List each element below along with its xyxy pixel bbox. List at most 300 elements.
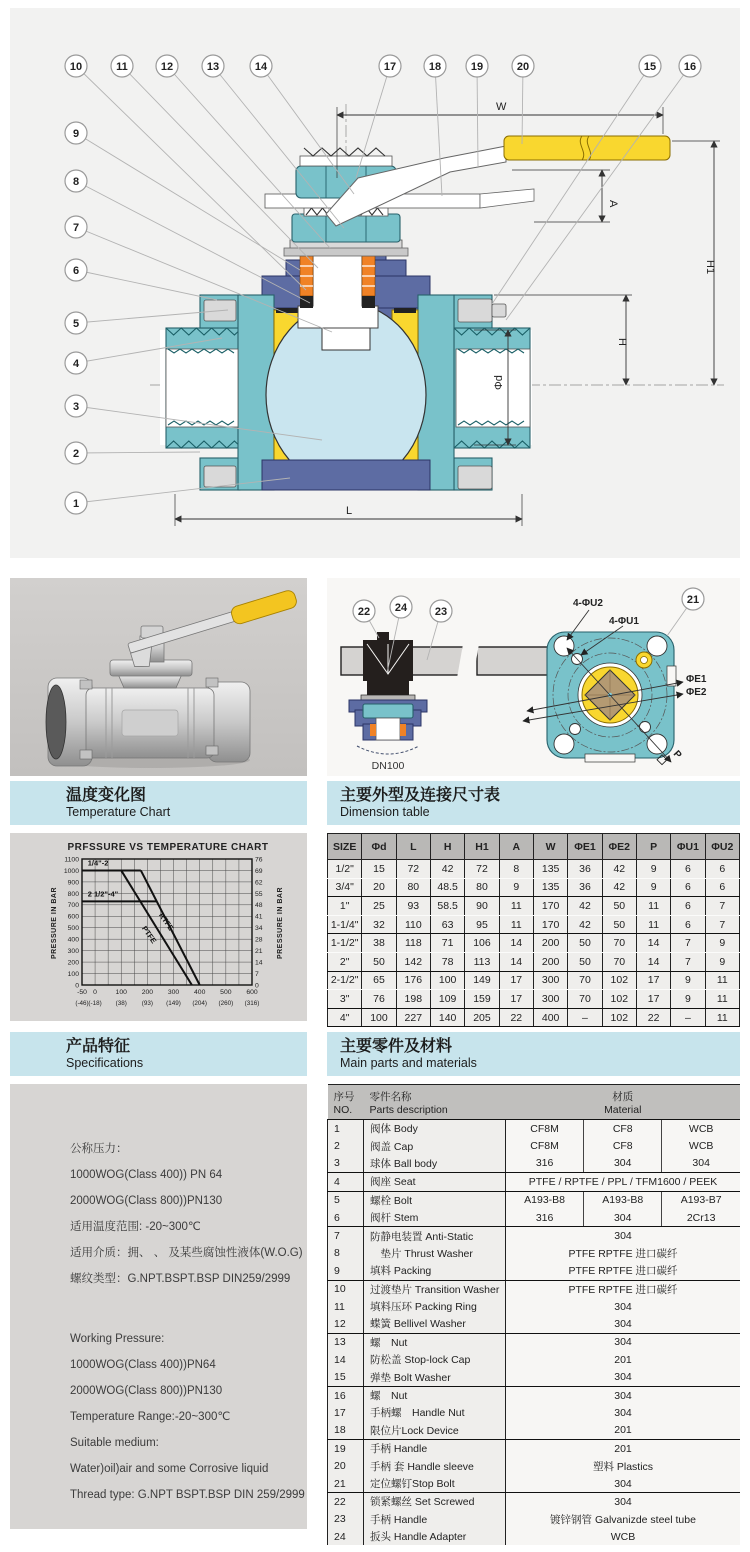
part-no: 9 — [328, 1262, 364, 1280]
spec-line-cn: 适用温度范围: -20~300℃ — [70, 1221, 201, 1233]
dim-cell: 11 — [499, 897, 533, 916]
part-name: 阀盖 Cap — [364, 1137, 506, 1154]
dim-cell: 170 — [533, 915, 567, 934]
parts-row-18 — [328, 1422, 741, 1440]
dim-col-header: A — [499, 834, 533, 860]
part-name: 弹垫 Bolt Washer — [364, 1368, 506, 1386]
part-material: 镀锌钢管 Galvanizde steel tube — [506, 1511, 741, 1528]
dim-col-header: L — [396, 834, 430, 860]
dim-cell: 140 — [430, 1008, 464, 1027]
dim-cell: 22 — [499, 1008, 533, 1027]
part-name: 螺 Nut — [364, 1333, 506, 1351]
dim-cell: 9 — [705, 952, 739, 971]
right-bottom-nut — [458, 466, 492, 489]
dim-cell: 22 — [636, 1008, 670, 1027]
dim-cell: 14 — [636, 934, 670, 953]
parts-row-20 — [328, 1457, 741, 1474]
svg-text:8: 8 — [72, 175, 80, 188]
part-no: 24 — [328, 1528, 364, 1545]
parts-row-8 — [328, 1245, 741, 1262]
chart-title: PRFSSURE VS TEMPERATURE CHART — [67, 842, 269, 853]
part-material: WCB — [662, 1137, 740, 1154]
part-name: 扳头 Handle Adapter — [364, 1528, 506, 1545]
svg-text:500: 500 — [220, 989, 232, 996]
svg-text:3: 3 — [72, 400, 80, 413]
dim-cell: 110 — [396, 915, 430, 934]
parts-row-7 — [328, 1227, 741, 1245]
part-material: 304 — [506, 1298, 741, 1315]
dim-col-header: H1 — [465, 834, 499, 860]
dim-cell: 176 — [396, 971, 430, 990]
svg-text:0: 0 — [255, 982, 259, 990]
part-no: 6 — [328, 1209, 364, 1227]
parts-row-2 — [328, 1137, 741, 1154]
dimension-row-3/4 — [328, 878, 740, 897]
dim-cell: 65 — [362, 971, 396, 990]
dim-cell: 11 — [705, 990, 739, 1009]
part-material: 201 — [506, 1422, 741, 1440]
svg-text:11: 11 — [116, 60, 128, 73]
dim-cell: 113 — [465, 952, 499, 971]
dim-col-header: P — [636, 834, 670, 860]
dimension-table-panel — [327, 833, 740, 1023]
dim-cell: 8 — [499, 860, 533, 879]
part-material: PTFE RPTFE 进口碳纤 — [506, 1280, 741, 1298]
dim-cell: 135 — [533, 860, 567, 879]
dim-cell: 93 — [396, 897, 430, 916]
part-no: 17 — [328, 1404, 364, 1421]
dimension-row-1/2 — [328, 860, 740, 879]
dim-cell: 14 — [636, 952, 670, 971]
svg-text:7: 7 — [72, 221, 80, 234]
dim-cell: 6 — [705, 860, 739, 879]
spec-line-cn: 1000WOG(Class 400)) PN 64 — [70, 1169, 223, 1181]
dim-cell: – — [671, 1008, 705, 1027]
svg-text:28: 28 — [255, 936, 263, 944]
svg-text:19: 19 — [470, 60, 484, 73]
svg-text:21: 21 — [255, 948, 263, 956]
dim-cell: 11 — [636, 915, 670, 934]
label-p: P — [670, 748, 684, 761]
svg-text:1/4"-2: 1/4"-2 — [87, 858, 109, 868]
svg-text:16: 16 — [683, 60, 697, 73]
svg-text:900: 900 — [67, 879, 79, 887]
part-material: CF8M — [506, 1120, 584, 1138]
parts-row-16 — [328, 1386, 741, 1404]
dim-cell: 1-1/4" — [328, 915, 362, 934]
dim-w: W — [496, 101, 507, 113]
label-u2: 4-ΦU2 — [573, 598, 603, 609]
parts-materials-table — [327, 1084, 740, 1545]
svg-text:13: 13 — [206, 60, 220, 73]
flange-view — [523, 598, 707, 765]
dim-cell: 102 — [602, 1008, 636, 1027]
dim-cell: 63 — [430, 915, 464, 934]
header-name: 零件名称 Parts description — [364, 1085, 506, 1120]
part-material: PTFE RPTFE 进口碳纤 — [506, 1245, 741, 1262]
dim-cell: 38 — [362, 934, 396, 953]
part-no: 20 — [328, 1457, 364, 1474]
part-material: 304 — [662, 1155, 740, 1173]
svg-text:600: 600 — [246, 989, 258, 996]
part-name: 螺栓 Bolt — [364, 1191, 506, 1209]
svg-text:62: 62 — [255, 879, 263, 887]
dim-cell: 6 — [671, 878, 705, 897]
dim-cell: 4" — [328, 1008, 362, 1027]
dim-col-header: SIZE — [328, 834, 362, 860]
svg-text:400: 400 — [67, 936, 79, 944]
svg-text:(-18): (-18) — [88, 1000, 102, 1007]
body-bottom — [262, 460, 430, 490]
part-no: 16 — [328, 1386, 364, 1404]
svg-text:400: 400 — [194, 989, 206, 996]
dim-cell: 17 — [636, 990, 670, 1009]
parts-row-1 — [328, 1120, 741, 1138]
left-bottom-bolt — [204, 466, 236, 487]
dim-phid: Φd — [493, 375, 505, 390]
spec-line-en: Water)oil)air and some Corrosive liquid — [70, 1463, 269, 1475]
banner-temperature-en: Temperature Chart — [66, 805, 171, 819]
dimension-row-2 — [328, 952, 740, 971]
svg-text:1100: 1100 — [64, 856, 79, 864]
banner-specifications-cn: 产品特征 — [66, 1037, 131, 1055]
dim-cell: 227 — [396, 1008, 430, 1027]
banner-specifications-en: Specifications — [66, 1056, 144, 1070]
mounting-diagrams-panel — [327, 578, 740, 776]
part-no: 3 — [328, 1155, 364, 1173]
dim-cell: 50 — [568, 934, 602, 953]
left-end-cap — [166, 295, 274, 490]
part-name: 过渡垫片 Transition Washer — [364, 1280, 506, 1298]
svg-text:21: 21 — [686, 593, 700, 606]
dim-cell: 6 — [671, 897, 705, 916]
dim-col-header: ΦE1 — [568, 834, 602, 860]
right-top-nut — [458, 299, 492, 322]
part-no: 22 — [328, 1493, 364, 1511]
part-name: 手柄螺 Handle Nut — [364, 1404, 506, 1421]
svg-text:PTFE: PTFE — [139, 924, 159, 946]
dim-cell: 6 — [705, 878, 739, 897]
dim-cell: 2-1/2" — [328, 971, 362, 990]
svg-text:14: 14 — [255, 959, 263, 967]
dim-cell: 142 — [396, 952, 430, 971]
parts-row-23 — [328, 1511, 741, 1528]
part-material: 201 — [506, 1351, 741, 1368]
parts-row-10 — [328, 1280, 741, 1298]
part-no: 21 — [328, 1475, 364, 1493]
parts-row-4 — [328, 1173, 741, 1191]
svg-text:12: 12 — [160, 60, 174, 73]
dim-cell: 15 — [362, 860, 396, 879]
svg-text:6: 6 — [72, 264, 80, 277]
dim-cell: 102 — [602, 990, 636, 1009]
parts-row-24 — [328, 1528, 741, 1545]
dimension-row-1-1/4 — [328, 915, 740, 934]
part-name: 阀座 Seat — [364, 1173, 506, 1191]
dim-cell: 1/2" — [328, 860, 362, 879]
spec-line-en: Temperature Range:-20~300℃ — [70, 1411, 231, 1423]
dim-cell: 200 — [533, 934, 567, 953]
dim-cell: 135 — [533, 878, 567, 897]
header-no: 序号 NO. — [328, 1085, 364, 1120]
banner-parts-en: Main parts and materials — [340, 1056, 477, 1070]
svg-text:2: 2 — [72, 447, 80, 460]
dim-cell: 80 — [396, 878, 430, 897]
part-material: 304 — [506, 1475, 741, 1493]
part-material: 2Cr13 — [662, 1209, 740, 1227]
svg-text:76: 76 — [255, 856, 263, 864]
svg-text:500: 500 — [67, 925, 79, 933]
parts-row-22 — [328, 1493, 741, 1511]
dim-cell: 48.5 — [430, 878, 464, 897]
svg-text:9: 9 — [72, 127, 80, 140]
svg-text:800: 800 — [67, 890, 79, 898]
specs-english-block — [70, 1326, 305, 1508]
part-no: 11 — [328, 1298, 364, 1315]
dim-cell: 200 — [533, 952, 567, 971]
dim-cell: 14 — [499, 934, 533, 953]
label-e1: ΦE1 — [686, 674, 707, 685]
part-no: 4 — [328, 1173, 364, 1191]
dim-col-header: ΦU1 — [671, 834, 705, 860]
dim-cell: 100 — [362, 1008, 396, 1027]
parts-row-5 — [328, 1191, 741, 1209]
dim-cell: 11 — [705, 971, 739, 990]
y-right-label: PRESSURE IN BAR — [277, 886, 284, 960]
dim-cell: 6 — [671, 915, 705, 934]
svg-text:(-46): (-46) — [75, 1000, 89, 1007]
dim-cell: 7 — [705, 915, 739, 934]
part-material: 304 — [506, 1227, 741, 1245]
svg-text:20: 20 — [516, 60, 530, 73]
part-material: WCB — [506, 1528, 741, 1545]
part-name: 手柄 Handle — [364, 1511, 506, 1528]
dn100-detail — [341, 632, 563, 772]
dim-cell: 9 — [705, 934, 739, 953]
part-no: 7 — [328, 1227, 364, 1245]
dim-col-header: ΦU2 — [705, 834, 739, 860]
part-no: 15 — [328, 1368, 364, 1386]
part-name: 防静电装置 Anti-Static — [364, 1227, 506, 1245]
svg-text:41: 41 — [255, 913, 263, 921]
valve-cross-section-panel — [10, 8, 740, 558]
dim-cell: 11 — [499, 915, 533, 934]
dimension-row-2-1/2 — [328, 971, 740, 990]
label-e2: ΦE2 — [686, 687, 707, 698]
dim-cell: 50 — [362, 952, 396, 971]
svg-text:7: 7 — [255, 970, 259, 978]
dim-cell: 7 — [705, 897, 739, 916]
part-name: 垫片 Thrust Washer — [364, 1245, 506, 1262]
dim-cell: 100 — [430, 971, 464, 990]
part-material: 316 — [506, 1155, 584, 1173]
dimension-header-row — [328, 834, 740, 860]
part-material: 304 — [506, 1404, 741, 1421]
section-banner-temperature — [10, 781, 307, 825]
part-material: CF8 — [584, 1137, 662, 1154]
specifications-panel — [10, 1084, 307, 1529]
part-material: 304 — [506, 1368, 741, 1386]
part-name: 锁紧螺丝 Set Screwed — [364, 1493, 506, 1511]
part-name: 蝶簧 Bellivel Washer — [364, 1315, 506, 1333]
spec-line-en: Working Pressure: — [70, 1333, 165, 1345]
dim-cell: 72 — [396, 860, 430, 879]
svg-text:RTFE: RTFE — [156, 911, 176, 933]
banner-dimension-en: Dimension table — [340, 805, 430, 819]
product-photo-panel — [10, 578, 307, 776]
part-material: A193-B8 — [584, 1191, 662, 1209]
part-material: 201 — [506, 1440, 741, 1458]
dim-cell: 42 — [602, 860, 636, 879]
dim-cell: 6 — [671, 860, 705, 879]
header-material: 材质 Material — [506, 1085, 741, 1120]
dim-h1: H1 — [704, 260, 716, 275]
dim-cell: 300 — [533, 971, 567, 990]
product-photo — [10, 578, 307, 776]
part-material: A193-B8 — [506, 1191, 584, 1209]
y-left-label: PRESSURE IN BAR — [51, 886, 58, 960]
dim-cell: 2" — [328, 952, 362, 971]
dim-cell: 71 — [430, 934, 464, 953]
svg-text:22: 22 — [357, 605, 371, 618]
part-no: 19 — [328, 1440, 364, 1458]
pressure-temperature-chart — [10, 833, 307, 1021]
dim-cell: 70 — [568, 971, 602, 990]
part-name: 球体 Ball body — [364, 1155, 506, 1173]
svg-text:200: 200 — [67, 959, 79, 967]
part-name: 手柄 套 Handle sleeve — [364, 1457, 506, 1474]
svg-text:600: 600 — [67, 913, 79, 921]
part-name: 阀体 Body — [364, 1120, 506, 1138]
dim-cell: 106 — [465, 934, 499, 953]
part-material: 316 — [506, 1209, 584, 1227]
dim-cell: 50 — [602, 897, 636, 916]
dim-cell: 76 — [362, 990, 396, 1009]
valve-cross-section-drawing — [10, 8, 740, 558]
parts-row-6 — [328, 1209, 741, 1227]
dim-cell: 7 — [671, 952, 705, 971]
part-material: PTFE RPTFE 进口碳纤 — [506, 1262, 741, 1280]
dim-cell: 7 — [671, 934, 705, 953]
parts-row-13 — [328, 1333, 741, 1351]
dim-cell: 42 — [568, 915, 602, 934]
dim-cell: 72 — [465, 860, 499, 879]
svg-text:69: 69 — [255, 867, 263, 875]
part-material: PTFE / RPTFE / PPL / TFM1600 / PEEK — [506, 1173, 741, 1191]
right-top-bolt-end — [492, 304, 506, 317]
svg-text:(93): (93) — [141, 1000, 153, 1007]
svg-text:1000: 1000 — [63, 867, 79, 875]
mounting-diagrams — [327, 578, 740, 776]
svg-text:-50: -50 — [77, 989, 87, 996]
part-no: 5 — [328, 1191, 364, 1209]
dim-cell: 102 — [602, 971, 636, 990]
parts-row-11 — [328, 1298, 741, 1315]
dim-cell: 80 — [465, 878, 499, 897]
dim-cell: 42 — [568, 897, 602, 916]
dim-cell: 198 — [396, 990, 430, 1009]
part-no: 8 — [328, 1245, 364, 1262]
dim-cell: 14 — [499, 952, 533, 971]
dim-cell: 1-1/2" — [328, 934, 362, 953]
dim-cell: 70 — [602, 952, 636, 971]
label-u1: 4-ΦU1 — [609, 616, 639, 627]
dim-cell: 36 — [568, 860, 602, 879]
part-no: 10 — [328, 1280, 364, 1298]
svg-text:23: 23 — [434, 605, 448, 618]
part-no: 18 — [328, 1422, 364, 1440]
svg-text:48: 48 — [255, 902, 263, 910]
svg-text:0: 0 — [75, 982, 79, 990]
dim-cell: 3" — [328, 990, 362, 1009]
part-material: 304 — [584, 1209, 662, 1227]
parts-row-19 — [328, 1440, 741, 1458]
chart-plot-area — [64, 856, 263, 1007]
svg-text:15: 15 — [643, 60, 657, 73]
part-no: 14 — [328, 1351, 364, 1368]
part-material: 塑料 Plastics — [506, 1457, 741, 1474]
dim-cell: 205 — [465, 1008, 499, 1027]
dim-cell: 42 — [430, 860, 464, 879]
dim-cell: 9 — [671, 971, 705, 990]
part-material: 304 — [506, 1386, 741, 1404]
dim-cell: 9 — [636, 878, 670, 897]
dim-cell: 90 — [465, 897, 499, 916]
dim-cell: 42 — [602, 878, 636, 897]
svg-text:10: 10 — [69, 60, 83, 73]
spec-line-cn: 适用介质：拥、 、 及某些腐蚀性液体(W.O.G) — [70, 1247, 303, 1259]
part-material: 304 — [506, 1333, 741, 1351]
svg-text:34: 34 — [255, 925, 263, 933]
svg-text:(38): (38) — [115, 1000, 127, 1007]
dim-cell: – — [568, 1008, 602, 1027]
part-name: 防松盖 Stop-lock Cap — [364, 1351, 506, 1368]
dimension-row-1-1/2 — [328, 934, 740, 953]
svg-text:17: 17 — [383, 60, 397, 73]
section-banner-dimension — [327, 781, 740, 825]
dim-cell: 36 — [568, 878, 602, 897]
svg-text:100: 100 — [67, 970, 79, 978]
dim-cell: 400 — [533, 1008, 567, 1027]
dim-cell: 1" — [328, 897, 362, 916]
dim-cell: 17 — [636, 971, 670, 990]
svg-text:(149): (149) — [166, 1000, 181, 1007]
svg-text:5: 5 — [72, 317, 80, 330]
right-end-cap — [418, 295, 530, 490]
dim-cell: 300 — [533, 990, 567, 1009]
parts-header-row — [328, 1085, 741, 1120]
dimension-row-3 — [328, 990, 740, 1009]
part-name: 限位片Lock Device — [364, 1422, 506, 1440]
svg-text:200: 200 — [141, 989, 154, 996]
part-name: 螺 Nut — [364, 1386, 506, 1404]
parts-row-14 — [328, 1351, 741, 1368]
dim-cell: 25 — [362, 897, 396, 916]
spec-line-cn: 螺纹类型：G.NPT.BSPT.BSP DIN259/2999 — [70, 1273, 291, 1285]
dimension-row-1 — [328, 897, 740, 916]
dim-l: L — [346, 505, 353, 517]
dim-col-header: H — [430, 834, 464, 860]
part-material: WCB — [662, 1120, 740, 1138]
banner-parts-cn: 主要零件及材料 — [340, 1037, 453, 1055]
svg-text:(316): (316) — [244, 1000, 260, 1007]
part-name: 定位螺钉Stop Bolt — [364, 1475, 506, 1493]
svg-text:2 1/2"-4": 2 1/2"-4" — [87, 889, 119, 899]
dim-col-header: ΦE2 — [602, 834, 636, 860]
spec-line-en: Thread type: G.NPT BSPT.BSP DIN 259/2999 — [70, 1489, 305, 1501]
part-material: CF8M — [506, 1137, 584, 1154]
svg-text:4: 4 — [72, 357, 80, 370]
